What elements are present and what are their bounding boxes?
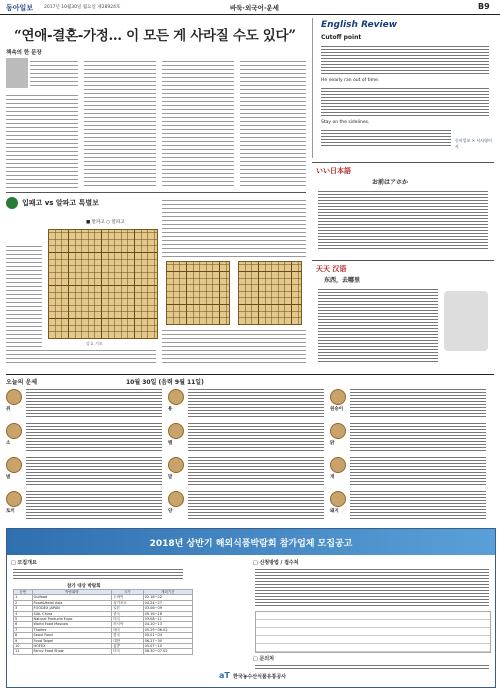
zodiac-icon	[168, 423, 184, 439]
table-cell: 홍콩	[112, 644, 143, 649]
masthead	[0, 0, 500, 15]
baduk-commentary	[6, 243, 42, 363]
table-cell: 1	[14, 595, 33, 600]
table-cell: 러시아	[112, 622, 143, 627]
fortune-text	[188, 455, 324, 485]
table-cell: 한국	[112, 633, 143, 638]
table-cell: World Food Moscow	[32, 622, 112, 627]
table-header: 박람회명	[32, 590, 112, 595]
baduk-title: 입패고 vs 알파고 특별보	[22, 199, 99, 207]
ad-apply-text	[255, 567, 489, 607]
fortune-date: 10월 30일 (음력 9월 11일)	[126, 379, 204, 386]
table-cell: 03.08~11	[143, 617, 192, 622]
zodiac-label: 범	[6, 475, 11, 480]
date-line: 2017년 10월30일 월요일 제28924호	[44, 5, 121, 10]
zodiac-label: 뱀	[168, 441, 173, 446]
fortune-text	[26, 421, 162, 451]
baduk-footer: 강호 기보	[86, 341, 103, 346]
section-title: 바둑·외국어·운세	[230, 4, 279, 12]
author-photo	[6, 58, 28, 88]
table-cell: 중국	[112, 611, 143, 616]
fortune-item	[330, 489, 488, 521]
table-cell: Seoul Food	[32, 633, 112, 638]
article-text	[6, 92, 78, 188]
column-label: 책속의 한 문장	[6, 50, 42, 56]
table-cell: 06.27~30	[143, 638, 192, 643]
table-cell: 대만	[112, 638, 143, 643]
table-cell: 일본	[112, 606, 143, 611]
table-cell: 미국	[112, 617, 143, 622]
english-review-subtitle: Cutoff point	[321, 34, 362, 41]
zodiac-label: 닭	[330, 441, 335, 446]
zodiac-label: 쥐	[6, 407, 11, 412]
zodiac-icon	[168, 389, 184, 405]
fortune-text	[350, 455, 486, 485]
fortune-title: 오늘의 운세	[6, 379, 38, 386]
ad-overview-text	[13, 567, 183, 581]
fortune-item	[330, 455, 488, 487]
english-review-footer: 동아일보 × 시사영어사	[455, 138, 492, 149]
table-header: 개최기간	[143, 590, 192, 595]
fortune-item	[330, 421, 488, 453]
baduk-section	[6, 192, 306, 369]
table-cell: FOODEX JAPAN	[32, 606, 112, 611]
table-cell: Food&Hotel Asia	[32, 600, 112, 605]
ad-contact-text	[255, 663, 489, 669]
fortune-item	[6, 455, 164, 487]
zodiac-label: 용	[168, 407, 173, 412]
fortune-text	[188, 421, 324, 451]
table-cell: 8	[14, 633, 33, 638]
table-header: 순번	[14, 590, 33, 595]
expo-table	[13, 589, 193, 655]
table-cell: 싱가포르	[112, 600, 143, 605]
zodiac-label: 원숭이	[330, 407, 344, 412]
baduk-commentary-right	[162, 327, 306, 365]
table-cell: 05.01~04	[143, 633, 192, 638]
zodiac-icon	[6, 491, 22, 507]
table-cell: 05.16~18	[143, 611, 192, 616]
table-cell: Natural Products Expo	[32, 617, 112, 622]
ad-right-heading-apply: □ 신청방법 / 접수처	[253, 560, 299, 566]
fortune-text	[350, 387, 486, 417]
fortune-text	[188, 489, 324, 519]
go-board	[48, 229, 158, 339]
ad-left-heading: □ 모집개요	[11, 560, 37, 566]
baduk-subtitle: ■ 알파고 ○ 알파고	[86, 220, 125, 225]
english-review-box	[312, 18, 495, 158]
chinese-box	[312, 260, 494, 369]
fortune-text	[350, 421, 486, 451]
fortune-text	[350, 489, 486, 519]
table-cell: 04.24~27	[143, 600, 192, 605]
table-cell: 03.06~09	[143, 606, 192, 611]
zodiac-icon	[330, 491, 346, 507]
table-cell: HOFEX	[32, 644, 112, 649]
table-cell: Gulfood	[32, 595, 112, 600]
zodiac-icon	[168, 457, 184, 473]
fortune-item	[168, 387, 326, 419]
chinese-title: 天天 汉语	[316, 265, 347, 273]
article-body-col-1	[6, 58, 78, 188]
table-cell: 3	[14, 606, 33, 611]
english-review-title: English Review	[321, 20, 398, 30]
table-cell: 태국	[112, 627, 143, 632]
table-cell: 9	[14, 638, 33, 643]
english-review-text	[321, 44, 489, 74]
baduk-logo	[6, 197, 18, 209]
article-body-col-3	[162, 58, 234, 188]
go-board-small-1	[166, 261, 230, 325]
chinese-illustration	[444, 291, 488, 351]
article-headline: “연애-결혼-가정… 이 모든 게 사라질 수도 있다”	[14, 28, 296, 44]
ad-right-heading-contact: □ 문의처	[253, 656, 274, 662]
japanese-box	[312, 162, 494, 257]
page-number: B9	[478, 2, 490, 11]
ad-apply-table	[255, 611, 491, 653]
zodiac-label: 돼지	[330, 509, 339, 514]
go-board-small-2	[238, 261, 302, 325]
chinese-phrase: 东西，去哪里	[324, 277, 361, 284]
japanese-title: いい日本語	[316, 167, 351, 175]
table-cell: 5	[14, 617, 33, 622]
article-text	[30, 58, 78, 88]
table-cell: Thaifex	[32, 627, 112, 632]
fortune-item	[168, 421, 326, 453]
table-cell: 02.18~22	[143, 595, 192, 600]
zodiac-icon	[330, 457, 346, 473]
zodiac-icon	[330, 389, 346, 405]
table-cell: Fancy Food Show	[32, 649, 112, 654]
table-cell: 6	[14, 622, 33, 627]
table-cell: 11	[14, 649, 33, 654]
english-review-item-2: Stay on the sidelines.	[321, 120, 370, 125]
ad-banner-title: 2018년 상반기 해외식품박람회 참가업체 모집공고	[149, 539, 353, 549]
ad-table-caption: 참가 대상 박람회	[67, 584, 101, 589]
table-cell: 7	[14, 627, 33, 632]
zodiac-icon	[168, 491, 184, 507]
article-body-col-4	[240, 58, 306, 188]
table-cell: 4	[14, 611, 33, 616]
table-header: 국가	[112, 590, 143, 595]
table-cell: 06.30~07.02	[143, 649, 192, 654]
table-cell: 05.07~10	[143, 644, 192, 649]
zodiac-label: 토끼	[6, 509, 15, 514]
fortune-text	[26, 455, 162, 485]
zodiac-label: 말	[168, 475, 173, 480]
ad-banner	[7, 529, 495, 555]
fortune-text	[26, 387, 162, 417]
table-cell: SIAL China	[32, 611, 112, 616]
table-cell: 두바이	[112, 595, 143, 600]
english-review-text	[321, 86, 489, 116]
chinese-text	[318, 287, 438, 363]
english-review-text	[321, 128, 451, 146]
fortune-item	[168, 489, 326, 521]
zodiac-icon	[330, 423, 346, 439]
baduk-commentary	[6, 347, 156, 365]
fortune-item	[6, 421, 164, 453]
fortune-text	[26, 489, 162, 519]
zodiac-label: 개	[330, 475, 335, 480]
zodiac-label: 소	[6, 441, 11, 446]
zodiac-icon	[6, 389, 22, 405]
fortune-section	[6, 374, 494, 525]
table-cell: 미국	[112, 649, 143, 654]
advertisement	[6, 528, 496, 688]
japanese-phrase: お前はアホか	[372, 179, 409, 186]
zodiac-icon	[6, 457, 22, 473]
ad-org-logo: aT	[219, 671, 230, 680]
ad-org-name: 한국농수산식품유통공사	[233, 674, 287, 680]
baduk-commentary-right	[162, 197, 306, 257]
fortune-grid	[6, 387, 494, 523]
zodiac-label: 양	[168, 509, 173, 514]
fortune-item	[168, 455, 326, 487]
fortune-text	[188, 387, 324, 417]
article-body-col-2	[84, 58, 156, 188]
english-review-item-1: He nearly ran out of time.	[321, 78, 380, 83]
table-row	[14, 649, 193, 654]
fortune-item	[6, 387, 164, 419]
zodiac-icon	[6, 423, 22, 439]
table-cell: Food Taipei	[32, 638, 112, 643]
table-cell: 2	[14, 600, 33, 605]
fortune-item	[330, 387, 488, 419]
table-cell: 05.29~06.02	[143, 627, 192, 632]
japanese-text	[318, 189, 488, 251]
fortune-item	[6, 489, 164, 521]
paper-name: 동아일보	[6, 4, 34, 12]
table-cell: 04.10~13	[143, 622, 192, 627]
table-cell: 10	[14, 644, 33, 649]
